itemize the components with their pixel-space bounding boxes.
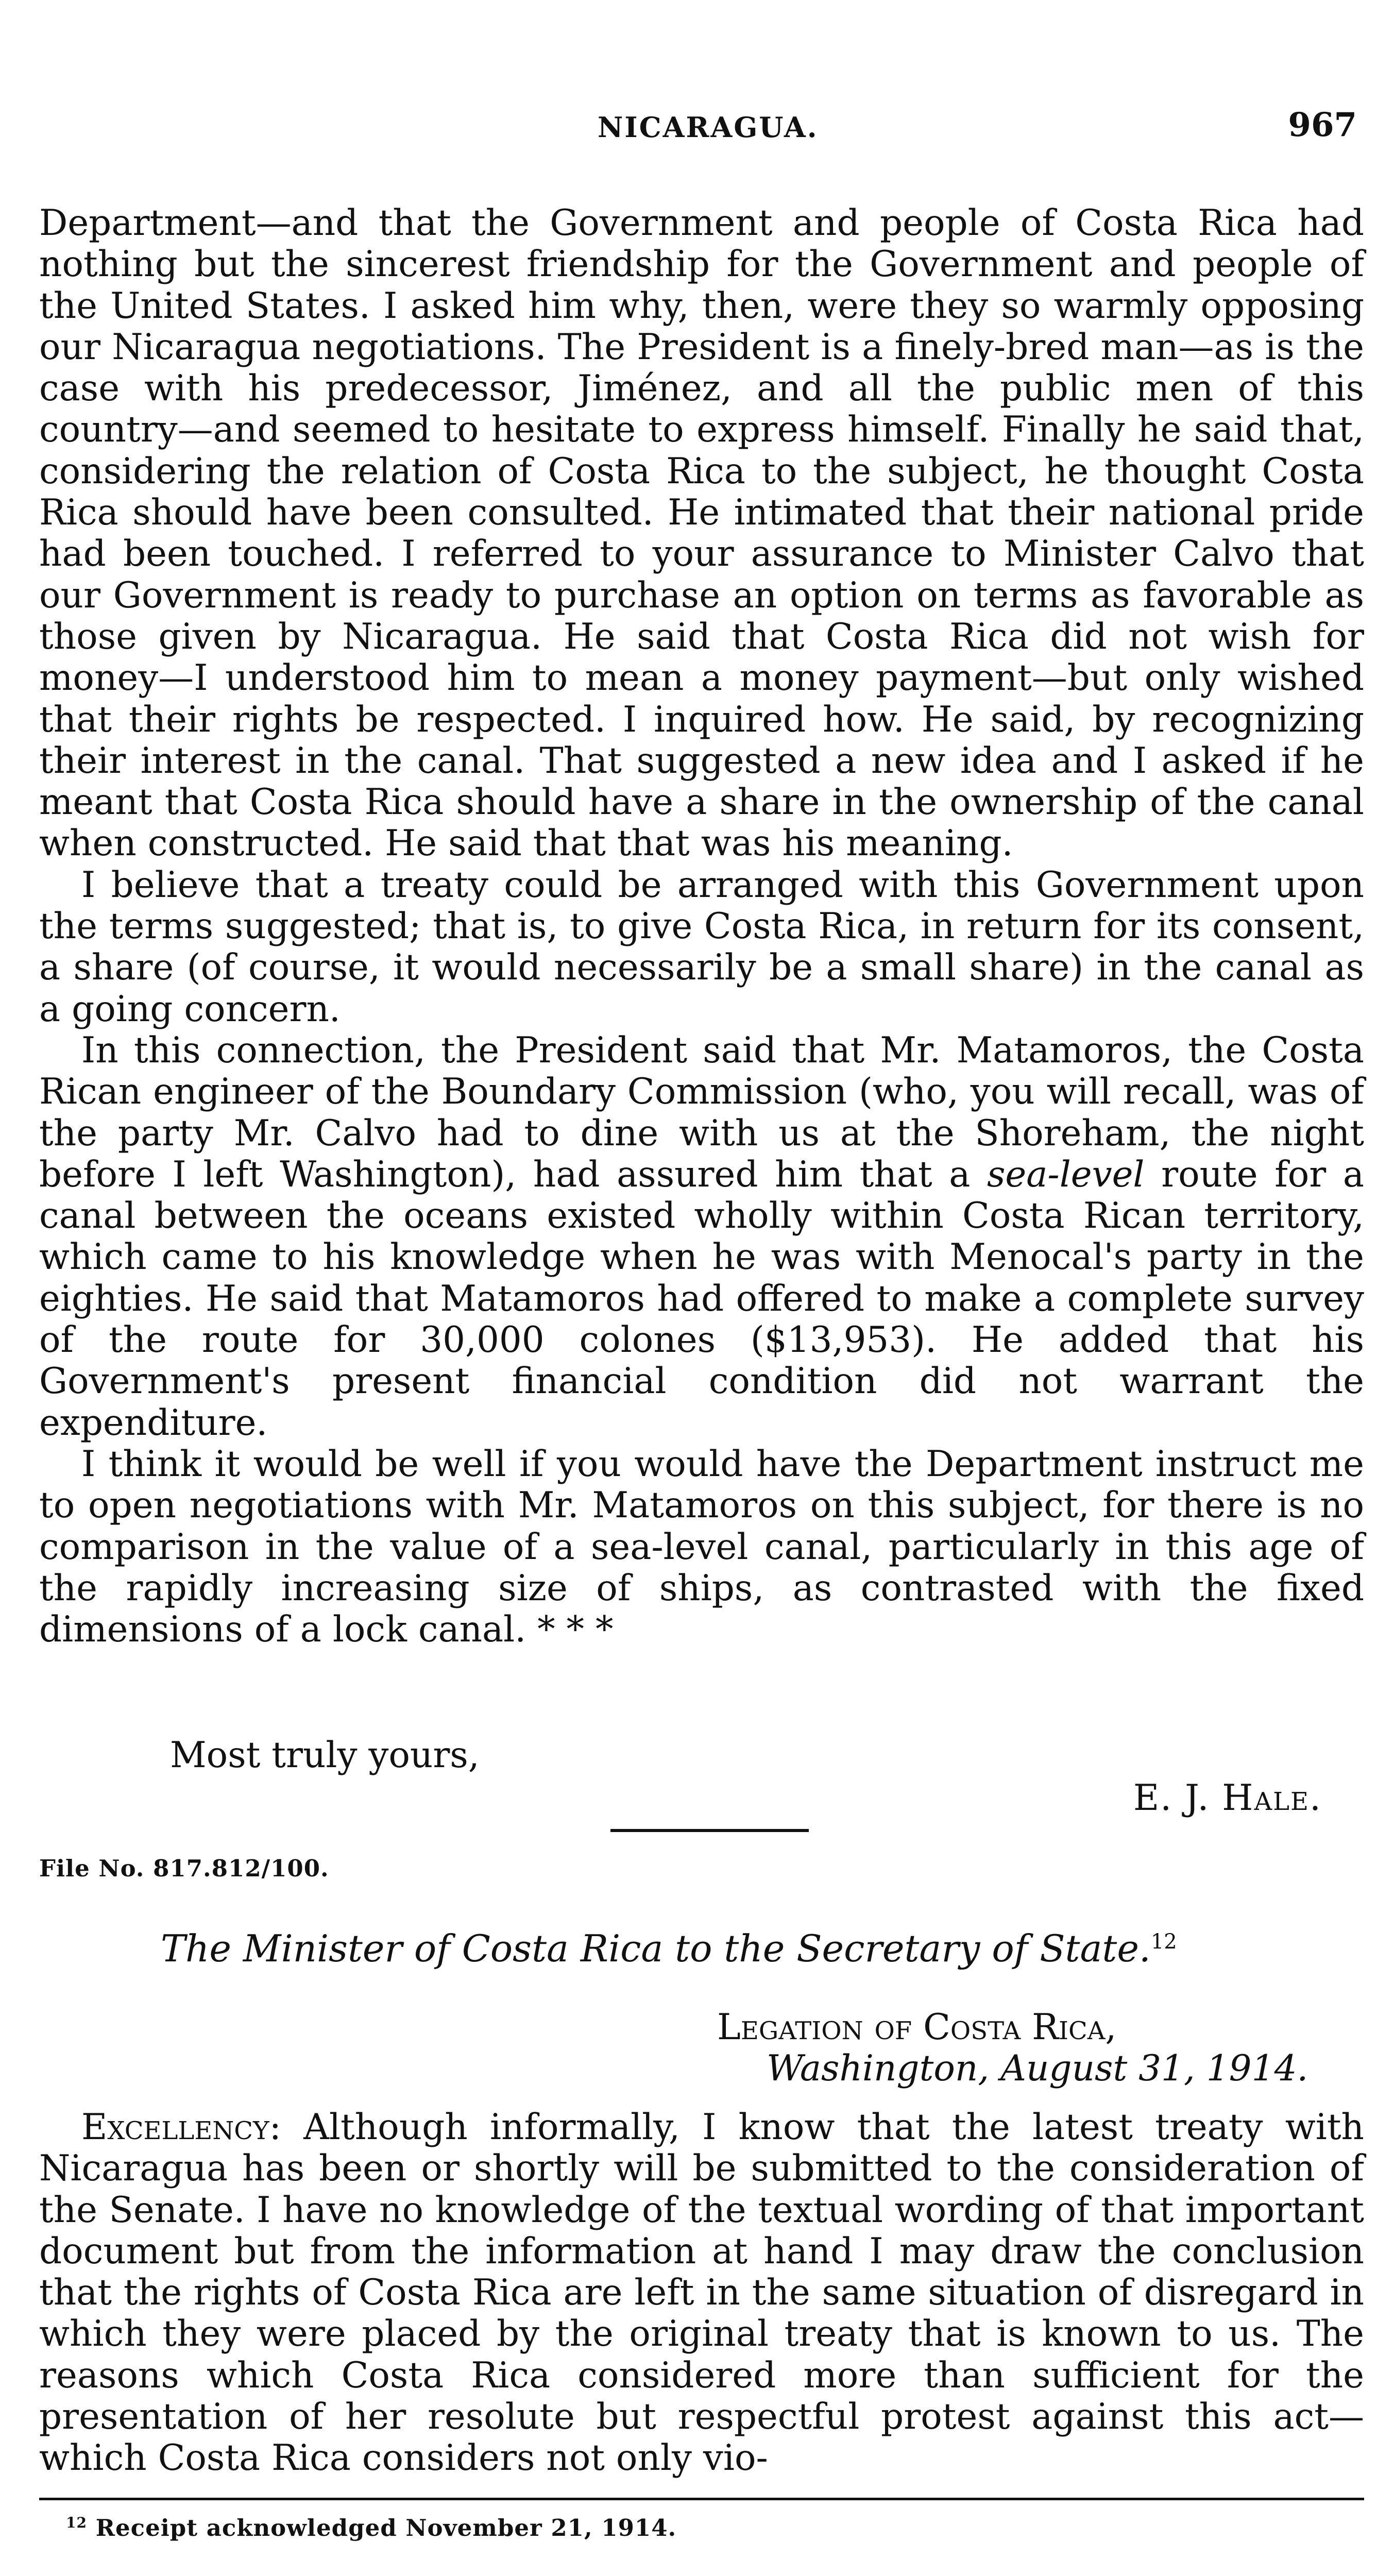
section-divider: [610, 1829, 809, 1832]
document-body-text: Although informally, I know that the latest treaty with Nicaragua has been or shortly will be submitted to the consideration of the Senate. I have no knowledge of the textual wording of that important document but from the information at hand I may draw the conclusion that the rights of Costa Rica are left in the same situation of disregard in which they were placed by the original treaty that is known to us. The reasons which Costa Rica considered more than sufficient for the presentation of her resolute but respectful protest against this act—which Costa Rica considers not only vio-: [39, 2107, 1364, 2479]
footnote-text: Receipt acknowledged November 21, 1914.: [95, 2514, 677, 2541]
letter-signature: E. J. Hale.: [1133, 1777, 1322, 1819]
file-number: File No. 817.812/100.: [39, 1855, 329, 1882]
document-title-text: The Minister of Costa Rica to the Secretary of State.: [161, 1927, 1151, 1970]
footnote-number: 12: [66, 2514, 87, 2531]
salutation: Excellency:: [81, 2107, 281, 2148]
dateline: Washington, August 31, 1914.: [767, 2048, 1308, 2089]
letter-paragraph-1: Department—and that the Government and people of Costa Rica had nothing but the sincerest friendship for the Government and people of the United States. I asked him why, then, were they so warmly opposing our Nicaragua negotiations. The President is a finely-bred man—as is the case with his predecessor, Jiménez, and all the public men of this country—and seemed to hesitate to express himself. Finally he said that, considering the relation of Costa Rica to the subject, he thought Costa Rica should have been consulted. He intimated that their national pride had been touched. I referred to your assurance to Minister Calvo that our Government is ready to purchase an option on terms as favorable as those given by Nicaragua. He said that Costa Rica did not wish for money—I understood him to mean a money payment—but only wished that their rights be respected. I inquired how. He said, by recognizing their interest in the canal. That suggested a new idea and I asked if he meant that Costa Rica should have a share in the ownership of the canal when constructed. He said that that was his meaning.: [39, 202, 1364, 865]
letter-paragraph-4: I think it would be well if you would have the Department instruct me to open negotiations with Mr. Matamoros on this subject, for there is no comparison in the value of a sea-level canal, particularly in this age of the rapidly increasing size of ships, as contrasted with the fixed dimensions of a lock canal. * * *: [39, 1443, 1364, 1651]
document-title: [161, 1927, 1177, 1970]
running-head: NICARAGUA.: [598, 111, 819, 144]
letter-closing: Most truly yours,: [170, 1735, 480, 1776]
document-body: [39, 2107, 1364, 2479]
legation-heading: Legation of Costa Rica,: [717, 2007, 1117, 2048]
footnote-rule: [39, 2498, 1364, 2500]
sea-level-emphasis: sea-level: [987, 1154, 1145, 1195]
page-number: 967: [1288, 106, 1357, 144]
footnote: [66, 2514, 676, 2541]
letter-body: [39, 202, 1364, 1650]
letter-paragraph-2: I believe that a treaty could be arranged with this Government upon the terms suggested; that is, to give Costa Rica, in return for its consent, a share (of course, it would necessarily be a small share) in the canal as a going concern.: [39, 864, 1364, 1030]
title-footnote-ref: 12: [1150, 1930, 1177, 1954]
letter-paragraph-3: [39, 1030, 1364, 1444]
document-paragraph: [39, 2107, 1364, 2479]
paragraph-3-text-a: In this connection, the President said that Mr. Matamoros, the Costa Rican engineer of the Boundary Commission (who, you will recall, was of the party Mr. Calvo had to dine with us at the Shoreham, the night before I left Washington), had assured him that a: [39, 1029, 1364, 1195]
paragraph-3-text-b: route for a canal between the oceans existed wholly within Costa Rican territory, which came to his knowledge when he was with Menocal's party in the eighties. He said that Matamoros had offered to make a complete survey of the route for 30,000 colones ($13,953). He added that his Government's present financial condition did not warrant the expenditure.: [39, 1154, 1364, 1444]
